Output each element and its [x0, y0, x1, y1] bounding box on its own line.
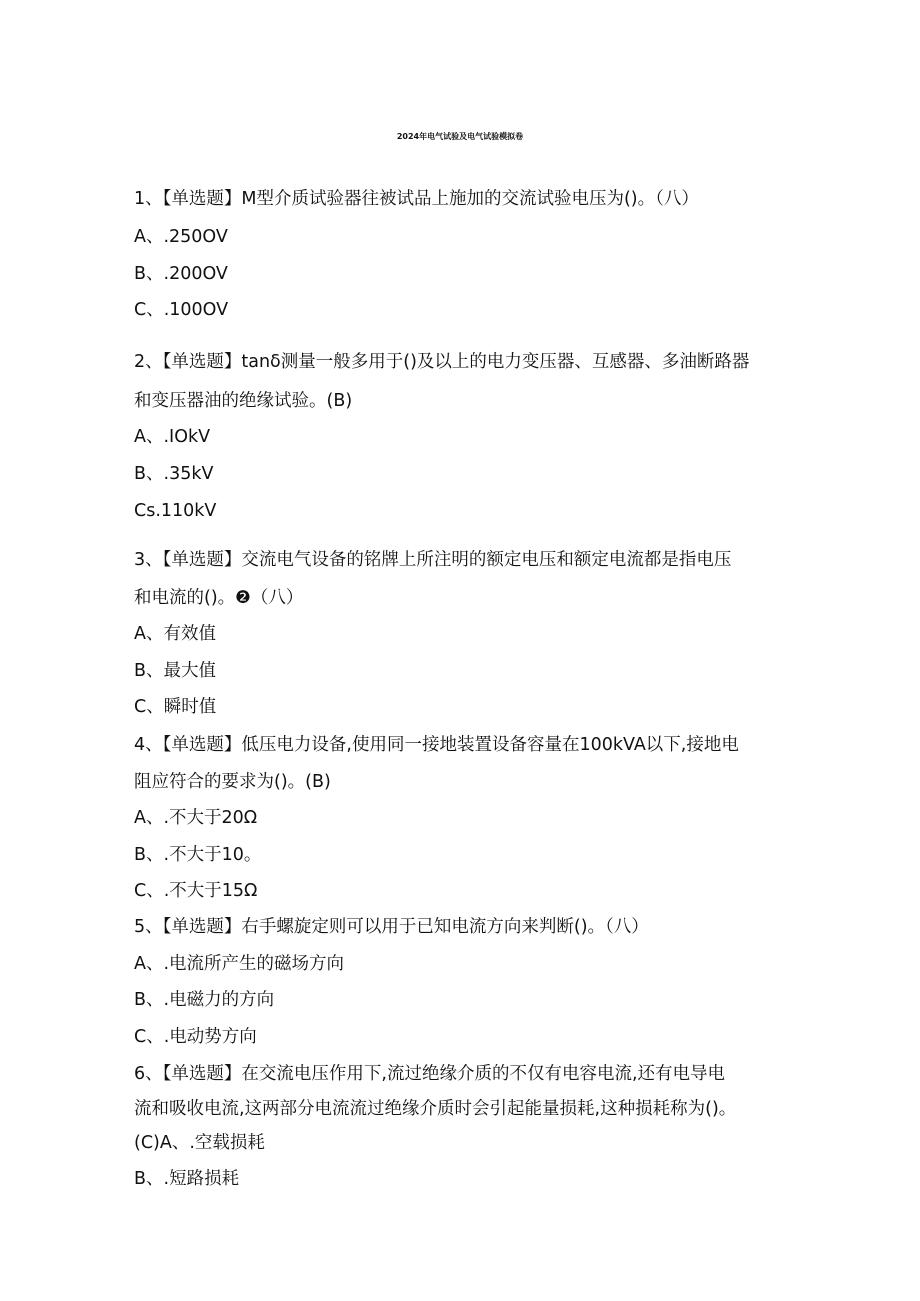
question-2-option-c: Cs.110kV	[134, 501, 217, 521]
question-3-option-b: B、最大值	[134, 661, 217, 681]
question-1-stem: 1、【单选题】M型介质试验器往被试品上施加的交流试验电压为()。（八）	[134, 189, 699, 209]
question-2-stem-line-1: 2、【单选题】tanδ测量一般多用于()及以上的电力变压器、互感器、多油断路器	[134, 352, 750, 372]
question-4-option-b: B、.不大于10。	[134, 845, 262, 865]
document-title: 2024年电气试验及电气试验模拟卷	[396, 132, 524, 141]
question-1-option-a: A、.250OV	[134, 227, 228, 247]
question-4-stem-line-2: 阻应符合的要求为()。(B)	[134, 772, 331, 792]
question-3-option-a: A、有效值	[134, 624, 216, 644]
question-5-option-b: B、.电磁力的方向	[134, 990, 275, 1010]
question-5-option-c: C、.电动势方向	[134, 1027, 257, 1047]
question-5-stem: 5、【单选题】右手螺旋定则可以用于已知电流方向来判断()。（八）	[134, 917, 649, 937]
question-1-option-c: C、.100OV	[134, 300, 229, 320]
question-1-option-b: B、.200OV	[134, 264, 228, 284]
question-6-stem-line-2: 流和吸收电流,这两部分电流流过绝缘介质时会引起能量损耗,这种损耗称为()。	[134, 1099, 737, 1119]
question-4-option-c: C、.不大于15Ω	[134, 881, 258, 901]
question-6-stem-line-1: 6、【单选题】在交流电压作用下,流过绝缘介质的不仅有电容电流,还有电导电	[134, 1064, 726, 1084]
question-2-option-a: A、.IOkV	[134, 427, 211, 447]
question-2-stem-line-2: 和变压器油的绝缘试验。(B)	[134, 391, 353, 411]
question-2-option-b: B、.35kV	[134, 464, 214, 484]
question-5-option-a: A、.电流所产生的磁场方向	[134, 954, 345, 974]
question-6-option-a: (C)A、.空载损耗	[134, 1133, 265, 1153]
question-6-option-b: B、.短路损耗	[134, 1169, 240, 1189]
question-3-stem-line-1: 3、【单选题】交流电气设备的铭牌上所注明的额定电压和额定电流都是指电压	[134, 550, 732, 570]
question-3-option-c: C、瞬时值	[134, 697, 217, 717]
question-4-option-a: A、.不大于20Ω	[134, 808, 258, 828]
question-4-stem-line-1: 4、【单选题】低压电力设备,使用同一接地装置设备容量在100kVA以下,接地电	[134, 735, 739, 755]
question-3-stem-line-2: 和电流的()。❷（八）	[134, 588, 304, 608]
